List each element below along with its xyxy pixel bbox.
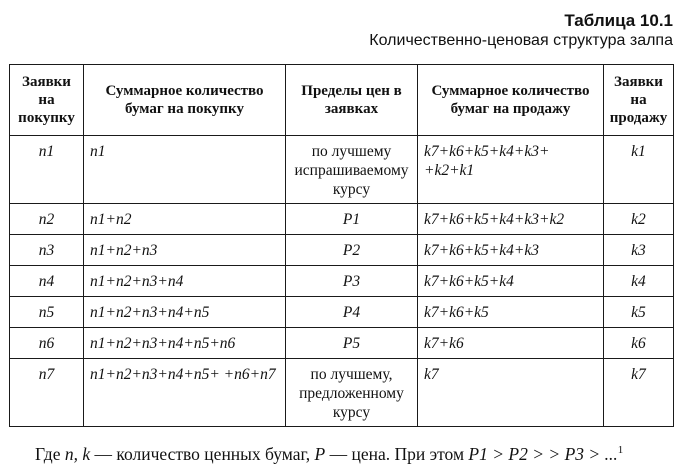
note-rest: — цена. При этом xyxy=(325,443,469,464)
cell-buy: n4 xyxy=(10,266,84,297)
cell-price: P3 xyxy=(286,266,418,297)
cell-buy: n2 xyxy=(10,204,84,235)
header-buy-total: Суммарное количество бумаг на покупку xyxy=(84,65,286,136)
cell-buy-sum: n1+n2 xyxy=(84,204,286,235)
cell-sell: k6 xyxy=(604,328,674,359)
cell-sell: k4 xyxy=(604,266,674,297)
cell-sell-sum: k7+k6 xyxy=(418,328,604,359)
cell-sell-sum: k7+k6+k5 xyxy=(418,297,604,328)
table-row xyxy=(10,204,674,235)
header-sell-total: Суммарное количество бумаг на продажу xyxy=(418,65,604,136)
cell-price: P1 xyxy=(286,204,418,235)
cell-sell-sum: k7+k6+k5+k4+k3+k2 xyxy=(418,204,604,235)
cell-buy: n5 xyxy=(10,297,84,328)
cell-sell: k3 xyxy=(604,235,674,266)
table-row xyxy=(10,359,674,427)
table-row xyxy=(10,235,674,266)
note-prefix: Где xyxy=(35,443,65,464)
table-title: Количественно-ценовая структура залпа xyxy=(369,32,673,49)
footnote-paragraph xyxy=(9,439,677,465)
cell-sell: k7 xyxy=(604,359,674,427)
table-number: Таблица 10.1 xyxy=(564,11,673,30)
cell-price: по лучшему, предложенному курсу xyxy=(286,359,418,427)
note-vars: n, k xyxy=(64,443,91,464)
cell-sell-sum: k7+k6+k5+k4+k3 xyxy=(418,235,604,266)
cell-price: P4 xyxy=(286,297,418,328)
cell-buy-sum: n1+n2+n3+n4+n5+n6 xyxy=(84,328,286,359)
table-row xyxy=(10,297,674,328)
table-row xyxy=(10,136,674,204)
cell-sell-sum: k7+k6+k5+k4 xyxy=(418,266,604,297)
cell-buy: n7 xyxy=(10,359,84,427)
cell-sell-sum: k7 xyxy=(418,359,604,427)
table-caption xyxy=(369,10,673,51)
header-price-limits: Пределы цен в заявках xyxy=(286,65,418,136)
cell-buy: n1 xyxy=(10,136,84,204)
cell-sell-sum: k7+k6+k5+k4+k3+ +k2+k1 xyxy=(418,136,604,204)
note-var-p: P xyxy=(314,443,326,464)
cell-price: P2 xyxy=(286,235,418,266)
header-buy-orders: Заявки на покупку xyxy=(10,65,84,136)
cell-sell: k5 xyxy=(604,297,674,328)
note-inequality: P1 > P2 > > P3 > ... xyxy=(468,443,618,464)
cell-sell: k2 xyxy=(604,204,674,235)
table-row xyxy=(10,266,674,297)
cell-buy-sum: n1+n2+n3+n4+n5 xyxy=(84,297,286,328)
header-sell-orders: Заявки на продажу xyxy=(604,65,674,136)
volley-structure-table xyxy=(9,64,674,427)
cell-buy-sum: n1+n2+n3 xyxy=(84,235,286,266)
note-middle: — количество ценных бумаг, xyxy=(90,443,315,464)
cell-sell: k1 xyxy=(604,136,674,204)
cell-buy-sum: n1+n2+n3+n4+n5+ +n6+n7 xyxy=(84,359,286,427)
table-row xyxy=(10,328,674,359)
cell-buy-sum: n1+n2+n3+n4 xyxy=(84,266,286,297)
cell-buy: n3 xyxy=(10,235,84,266)
cell-price: по лучшему испрашиваемому курсу xyxy=(286,136,418,204)
cell-price: P5 xyxy=(286,328,418,359)
table-header-row xyxy=(10,65,674,136)
cell-buy-sum: n1 xyxy=(84,136,286,204)
footnote-mark: 1 xyxy=(617,443,624,456)
cell-buy: n6 xyxy=(10,328,84,359)
